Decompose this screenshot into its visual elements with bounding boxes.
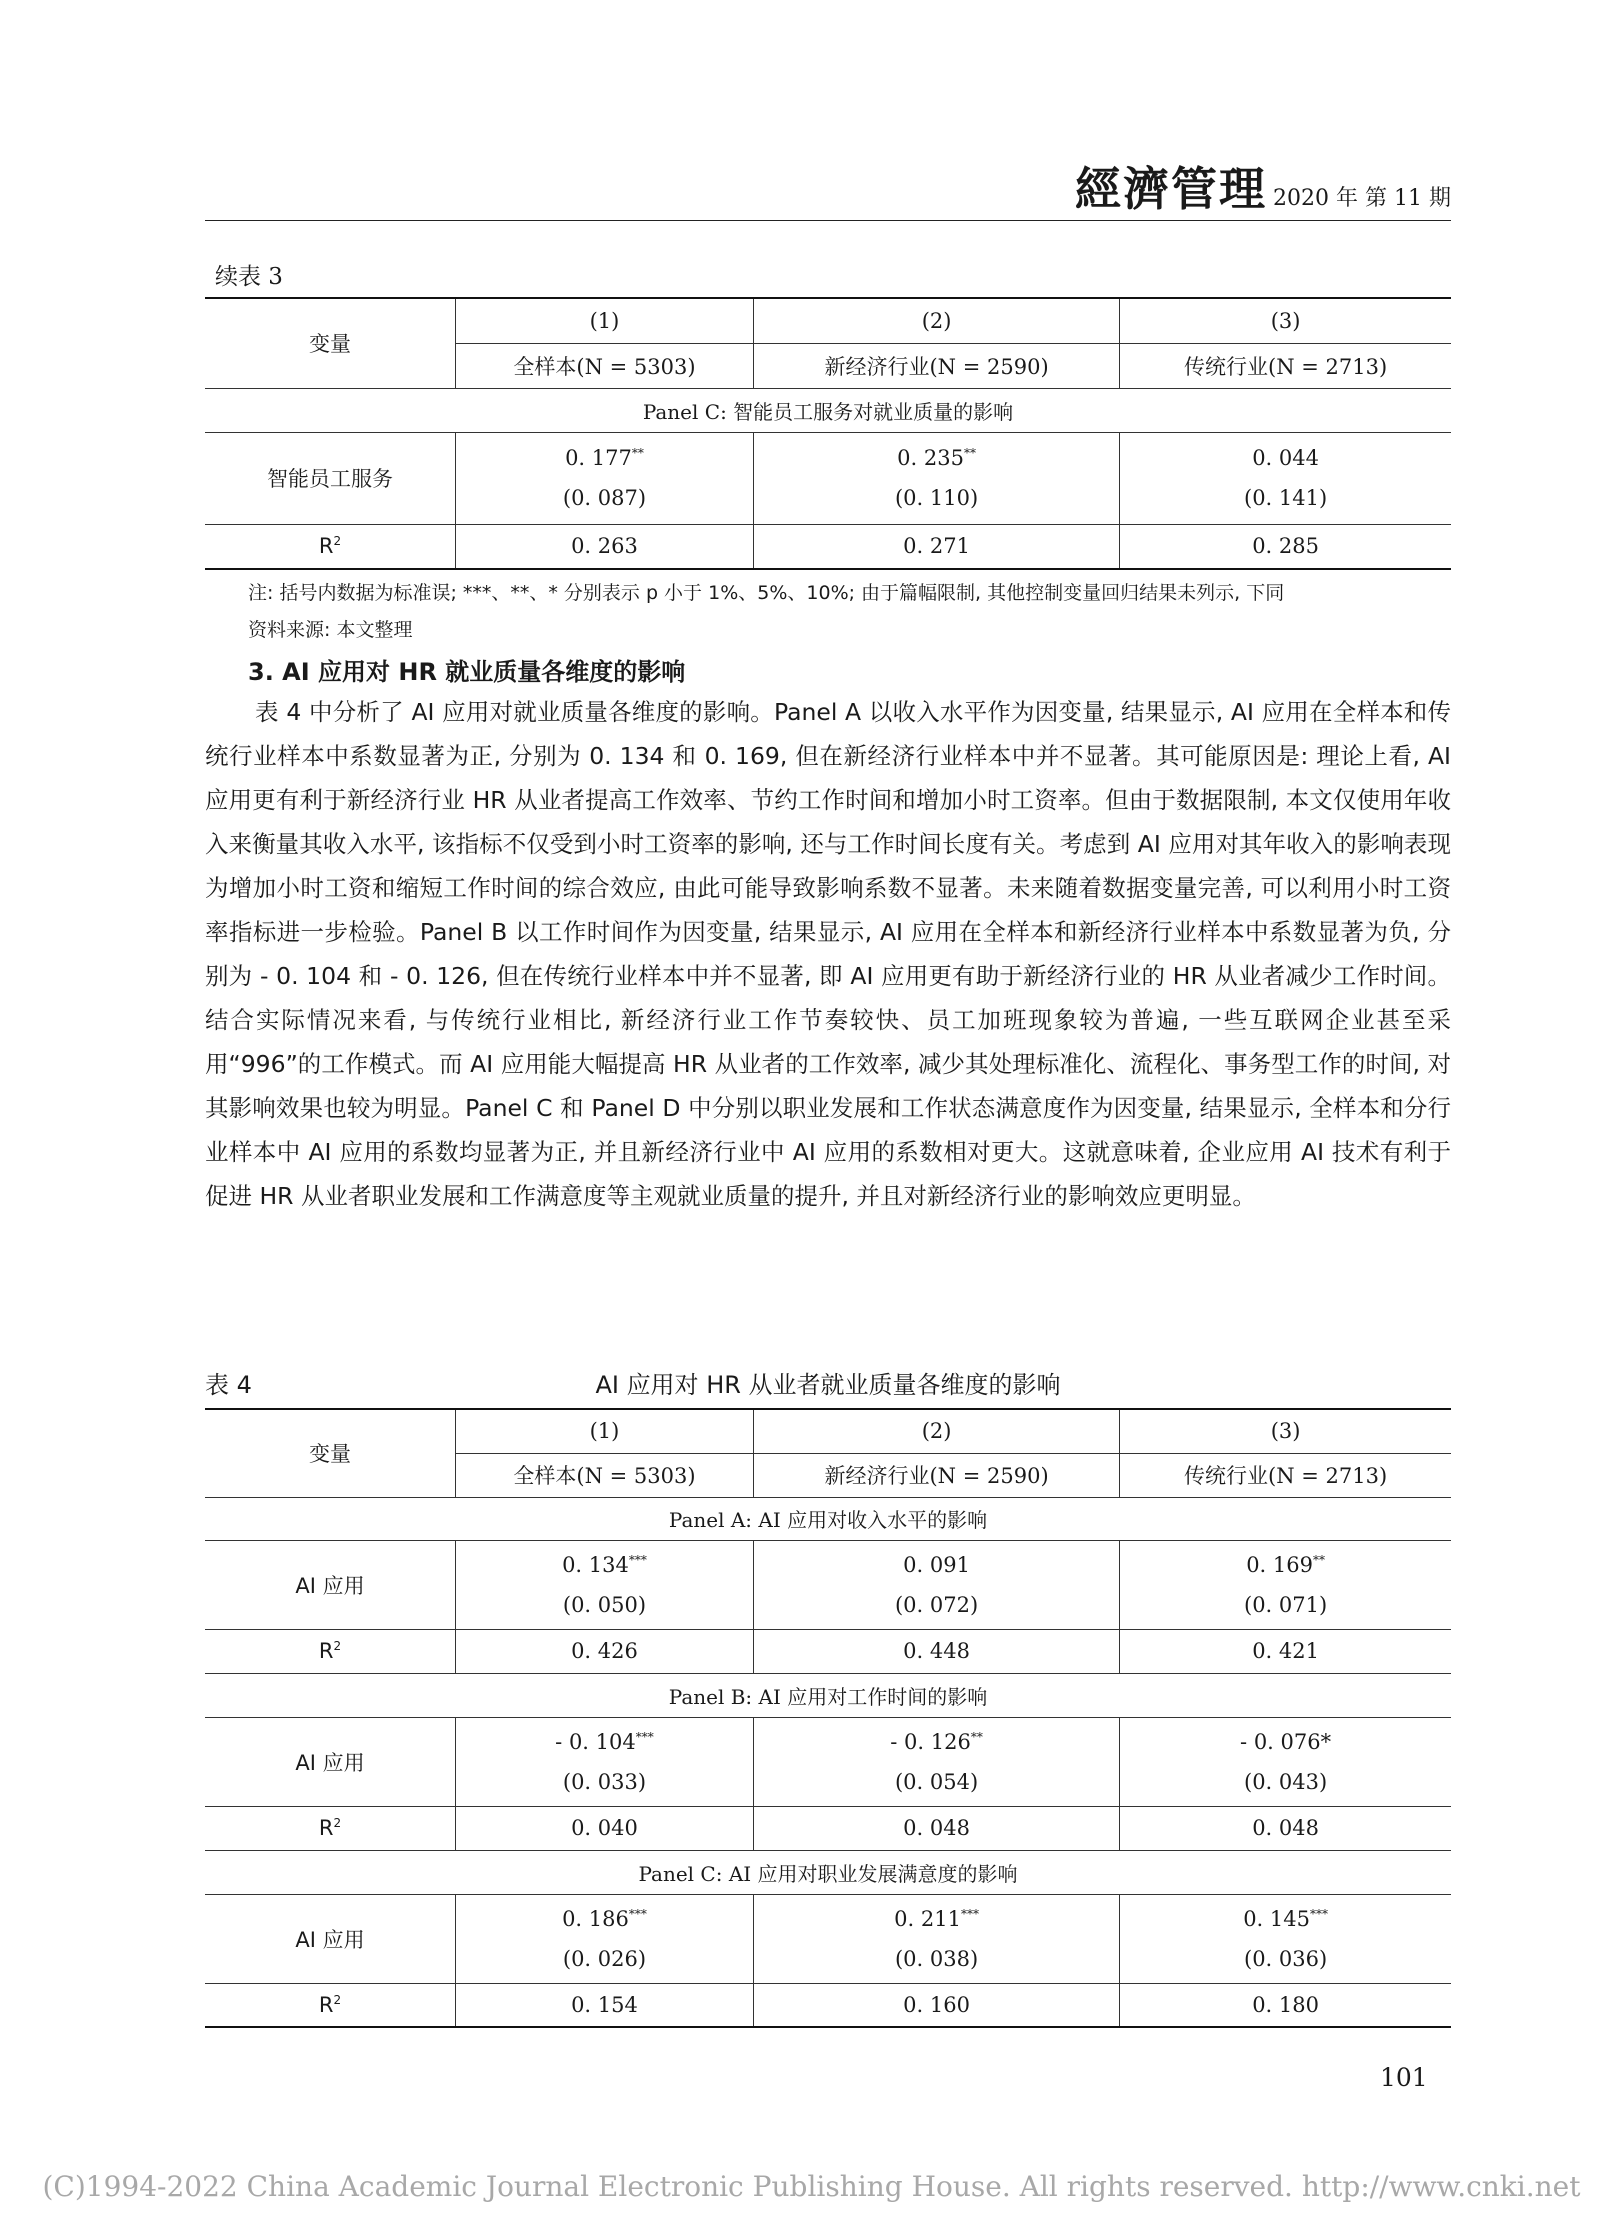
col-num: (2): [753, 1409, 1119, 1453]
col-num: (1): [456, 1409, 754, 1453]
body-paragraph: 表 4 中分析了 AI 应用对就业质量各维度的影响。Panel A 以收入水平作为因变量, 结果显示, AI 应用在全样本和传统行业样本中系数显著为正, 分别为 0. 134 和 0. 169, 但在新经济行业样本中并不显著。其可能原因是: 理论上看, AI 应用更有利于新经济行业 HR 从业者提高工作效率、节约工作时间和增加小时工资率。但由于数据限制, 本文仅使用年收入来衡量其收入水平, 该指标不仅受到小时工资率的影响, 还与工作时间长度有关。考虑到 AI 应用对其年收入的影响表现为增加小时工资和缩短工作时间的综合效应, 由此可能导致影响系数不显著。未来随着数据变量完善, 可以利用小时工资率指标进一步检验。Panel B 以工作时间作为因变量, 结果显示, AI 应用在全样本和新经济行业样本中系数显著为负, 分别为 - 0. 104 和 - 0. 126, 但在传统行业样本中并不显著, 即 AI 应用更有助于新经济行业的 HR 从业者减少工作时间。结合实际情况来看, 与传统行业相比, 新经济行业工作节奏较快、员工加班现象较为普遍, 一些互联网企业甚至采用“996”的工作模式。而 AI 应用能大幅提高 HR 从业者的工作效率, 减少其处理标准化、流程化、事务型工作的时间, 对其影响效果也较为明显。Panel C 和 Panel D 中分别以职业发展和工作状态满意度作为因变量, 结果显示, 全样本和分行业样本中 AI 应用的系数均显著为正, 并且新经济行业中 AI 应用的系数相对更大。这就意味着, 企业应用 AI 技术有利于促进 HR 从业者职业发展和工作满意度等主观就业质量的提升, 并且对新经济行业的影响效应更明显。: [205, 698, 1451, 1210]
r2-cell: 0. 421: [1120, 1629, 1451, 1673]
panel-title: Panel A: AI 应用对收入水平的影响: [205, 1497, 1451, 1540]
table4-title: AI 应用对 HR 从业者就业质量各维度的影响: [595, 1371, 1061, 1399]
row-label: AI 应用: [205, 1717, 456, 1806]
row-label: AI 应用: [205, 1894, 456, 1983]
section-title: 3. AI 应用对 HR 就业质量各维度的影响: [248, 658, 686, 686]
coef-cell: 0. 235**: [897, 446, 976, 470]
var-header: 变量: [205, 1409, 456, 1497]
r2-label: $R^2$: [205, 1629, 456, 1673]
r2-cell: 0. 180: [1120, 1983, 1451, 2027]
coef-cell: 0. 044: [1252, 446, 1319, 470]
coef-cell: - 0. 104***: [555, 1729, 654, 1754]
page-number: 101: [1380, 2063, 1428, 2092]
se-cell: (0. 054): [894, 1769, 979, 1794]
coef-cell: 0. 186***: [562, 1906, 647, 1931]
journal-header: [205, 150, 1451, 221]
source-note: 资料来源: 本文整理: [248, 619, 413, 641]
se-cell: (0. 026): [562, 1946, 647, 1971]
table-note: 注: 括号内数据为标准误; ***、**、* 分别表示 p 小于 1%、5%、10%; 由于篇幅限制, 其他控制变量回归结果未列示, 下同: [248, 582, 1285, 604]
panel-title: Panel B: AI 应用对工作时间的影响: [205, 1673, 1451, 1717]
se-cell: (0. 071): [1244, 1592, 1328, 1617]
journal-title: 經濟管理: [1075, 162, 1268, 216]
r2-cell: 0. 048: [1120, 1806, 1451, 1850]
r2-cell: 0. 040: [456, 1806, 754, 1850]
col-sample: 新经济行业(N = 2590): [753, 343, 1119, 388]
r2-cell: 0. 048: [753, 1806, 1119, 1850]
se-cell: (0. 043): [1244, 1769, 1328, 1794]
r2-cell: 0. 263: [456, 524, 754, 569]
col-num: (3): [1120, 1409, 1451, 1453]
table4: [205, 1408, 1451, 2028]
se-cell: (0. 072): [894, 1592, 979, 1617]
col-sample: 传统行业(N = 2713): [1120, 1453, 1451, 1497]
r2-cell: 0. 426: [456, 1629, 754, 1673]
se-cell: (0. 110): [894, 486, 979, 510]
table3-caption: 续表 3: [215, 264, 283, 290]
col-sample: 全样本(N = 5303): [456, 343, 754, 388]
se-cell: (0. 050): [562, 1592, 647, 1617]
se-cell: (0. 033): [562, 1769, 647, 1794]
r2-label: $R^2$: [205, 1983, 456, 2027]
col-num: (1): [456, 298, 754, 343]
r2-cell: 0. 154: [456, 1983, 754, 2027]
se-cell: (0. 036): [1244, 1946, 1328, 1971]
r2-cell: 0. 160: [753, 1983, 1119, 2027]
col-sample: 全样本(N = 5303): [456, 1453, 754, 1497]
r2-label: $R^2$: [205, 524, 456, 569]
r2-label: $R^2$: [205, 1806, 456, 1850]
coef-cell: 0. 177**: [565, 446, 644, 470]
se-cell: (0. 038): [894, 1946, 979, 1971]
coef-cell: 0. 169**: [1246, 1552, 1325, 1577]
col-sample: 新经济行业(N = 2590): [753, 1453, 1119, 1497]
coef-cell: 0. 134***: [562, 1552, 647, 1577]
coef-cell: 0. 145***: [1243, 1906, 1328, 1931]
col-sample: 传统行业(N = 2713): [1120, 343, 1451, 388]
journal-issue: 2020 年 第 11 期: [1273, 185, 1451, 211]
coef-cell: - 0. 076*: [1240, 1729, 1332, 1754]
row-label: 智能员工服务: [205, 432, 456, 524]
se-cell: (0. 087): [562, 486, 647, 510]
coef-cell: 0. 211***: [894, 1906, 979, 1931]
copyright-footer: (C)1994-2022 China Academic Journal Electronic Publishing House. All rights reserved. http://www.cnki.net: [42, 2170, 1581, 2203]
r2-cell: 0. 285: [1120, 524, 1451, 569]
se-cell: (0. 141): [1244, 486, 1328, 510]
coef-cell: - 0. 126**: [890, 1729, 983, 1754]
coef-cell: 0. 091: [903, 1552, 970, 1577]
r2-cell: 0. 271: [753, 524, 1119, 569]
r2-cell: 0. 448: [753, 1629, 1119, 1673]
panel-title: Panel C: AI 应用对职业发展满意度的影响: [205, 1850, 1451, 1894]
row-label: AI 应用: [205, 1540, 456, 1629]
panel-title: Panel C: 智能员工服务对就业质量的影响: [205, 388, 1451, 432]
var-header: 变量: [205, 298, 456, 388]
col-num: (2): [753, 298, 1119, 343]
table4-label: 表 4: [205, 1371, 252, 1399]
table3-continued: [205, 297, 1451, 570]
col-num: (3): [1120, 298, 1451, 343]
